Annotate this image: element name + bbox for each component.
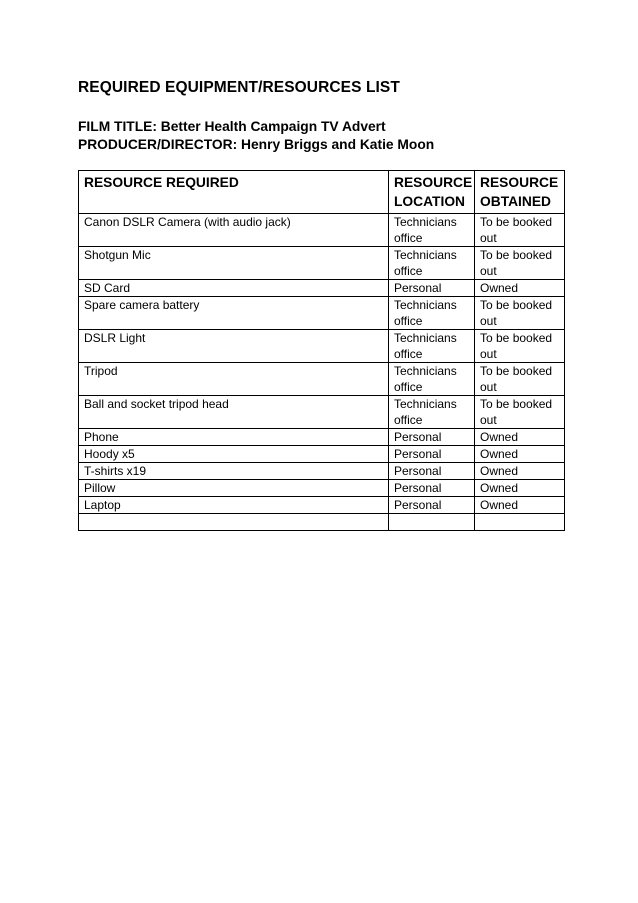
cell-resource-required: Canon DSLR Camera (with audio jack) [79, 214, 389, 247]
header-resource-obtained: RESOURCE OBTAINED [475, 171, 565, 214]
cell-resource-location: Personal [389, 480, 475, 497]
cell-resource-location: Technicians office [389, 330, 475, 363]
page-title: REQUIRED EQUIPMENT/RESOURCES LIST [78, 79, 400, 96]
table-header-row [79, 171, 565, 214]
resources-table [78, 170, 565, 531]
table-row [79, 297, 565, 330]
cell-resource-required: Laptop [79, 497, 389, 514]
cell-resource-location: Personal [389, 463, 475, 480]
empty-cell [79, 514, 389, 531]
table-row [79, 280, 565, 297]
header-resource-location: RESOURCE LOCATION [389, 171, 475, 214]
cell-resource-obtained: To be booked out [475, 396, 565, 429]
table-row [79, 396, 565, 429]
header-resource-required: RESOURCE REQUIRED [79, 171, 389, 214]
table-row [79, 214, 565, 247]
cell-resource-required: Pillow [79, 480, 389, 497]
empty-table-row [79, 514, 565, 531]
table-row [79, 330, 565, 363]
cell-resource-location: Technicians office [389, 297, 475, 330]
table-row [79, 247, 565, 280]
cell-resource-obtained: To be booked out [475, 247, 565, 280]
table-row [79, 497, 565, 514]
cell-resource-obtained: Owned [475, 429, 565, 446]
table-row [79, 463, 565, 480]
cell-resource-required: Tripod [79, 363, 389, 396]
cell-resource-required: DSLR Light [79, 330, 389, 363]
cell-resource-required: Shotgun Mic [79, 247, 389, 280]
cell-resource-location: Technicians office [389, 363, 475, 396]
cell-resource-obtained: To be booked out [475, 363, 565, 396]
cell-resource-location: Personal [389, 446, 475, 463]
cell-resource-location: Personal [389, 429, 475, 446]
cell-resource-required: Spare camera battery [79, 297, 389, 330]
cell-resource-obtained: Owned [475, 480, 565, 497]
cell-resource-location: Technicians office [389, 247, 475, 280]
table-row [79, 429, 565, 446]
cell-resource-location: Personal [389, 497, 475, 514]
film-title: FILM TITLE: Better Health Campaign TV Advert [78, 119, 386, 134]
cell-resource-obtained: Owned [475, 497, 565, 514]
empty-cell [475, 514, 565, 531]
cell-resource-location: Technicians office [389, 396, 475, 429]
cell-resource-required: Ball and socket tripod head [79, 396, 389, 429]
table-row [79, 363, 565, 396]
cell-resource-required: SD Card [79, 280, 389, 297]
table-row [79, 480, 565, 497]
cell-resource-required: Hoody x5 [79, 446, 389, 463]
empty-cell [389, 514, 475, 531]
producer-director: PRODUCER/DIRECTOR: Henry Briggs and Katie Moon [78, 137, 435, 152]
cell-resource-obtained: Owned [475, 463, 565, 480]
cell-resource-location: Technicians office [389, 214, 475, 247]
cell-resource-required: Phone [79, 429, 389, 446]
cell-resource-obtained: To be booked out [475, 214, 565, 247]
cell-resource-obtained: Owned [475, 280, 565, 297]
cell-resource-obtained: To be booked out [475, 330, 565, 363]
cell-resource-location: Personal [389, 280, 475, 297]
cell-resource-required: T-shirts x19 [79, 463, 389, 480]
cell-resource-obtained: To be booked out [475, 297, 565, 330]
cell-resource-obtained: Owned [475, 446, 565, 463]
table-row [79, 446, 565, 463]
